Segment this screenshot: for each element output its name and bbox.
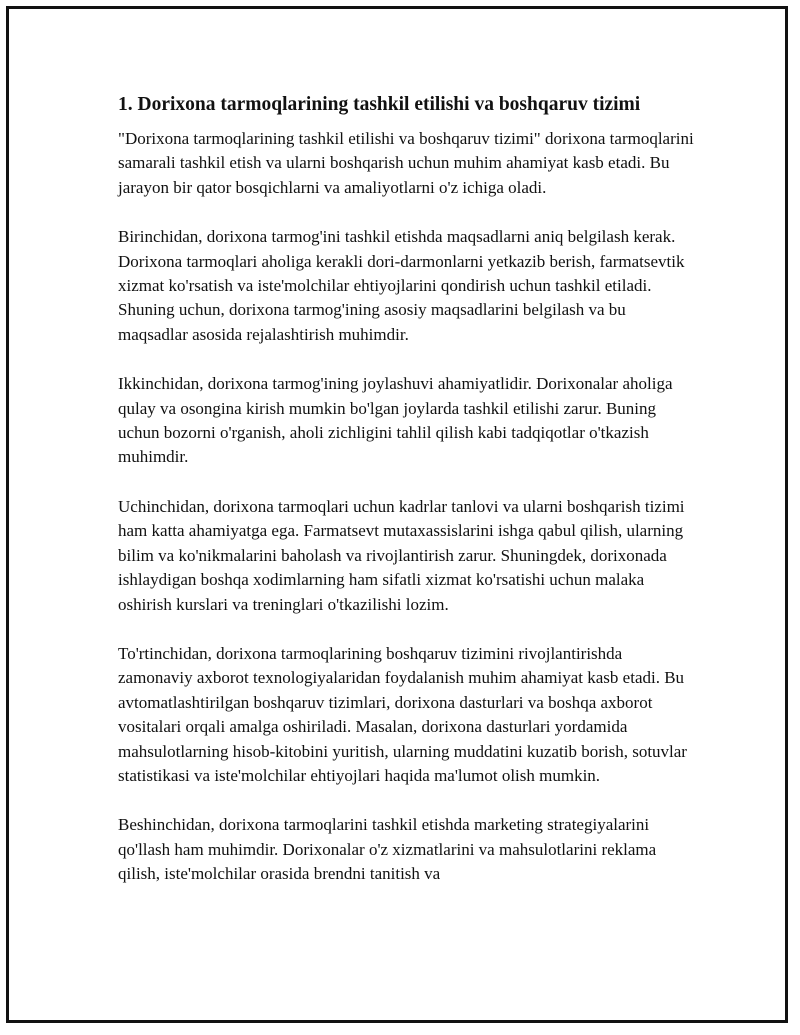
document-body: [118, 93, 698, 912]
paragraph-fourth: To'rtinchidan, dorixona tarmoqlarining boshqaruv tizimini rivojlantirishda zamonaviy axborot texnologiyalaridan foydalanish muhim ahamiyat kasb etadi. Bu avtomatlashtirilgan boshqaruv tizimlari, dorixona dasturlari va boshqa axborot vositalari orqali amalga oshiriladi. Masalan, dorixona dasturlari yordamida mahsulotlarning hisob-kitobini yuritish, ularning muddatini kuzatib borish, sotuvlar statistikasi va iste'molchilar ehtiyojlari haqida ma'lumot olish mumkin.: [118, 643, 687, 785]
section-heading: 1. Dorixona tarmoqlarining tashkil etilishi va boshqaruv tizimi: [118, 94, 641, 115]
paragraph-first: Birinchidan, dorixona tarmog'ini tashkil etishda maqsadlarni aniq belgilash kerak. Dorixona tarmoqlari aholiga kerakli dori-darmonlarni yetkazib berish, farmatsevtik xizmat ko'rsatish va iste'molchilar ehtiyojlarini qondirish uchun tashkil etiladi. Shuning uchun, dorixona tarmog'ining asosiy maqsadlarini belgilash va bu maqsadlar asosida rejalashtirish muhimdir.: [118, 227, 685, 344]
paragraph-intro: "Dorixona tarmoqlarining tashkil etilishi va boshqaruv tizimi" dorixona tarmoqlarini samarali tashkil etish va ularni boshqarish uchun muhim ahamiyat kasb etadi. Bu jarayon bir qator bosqichlarni va amaliyotlarni o'z ichiga oladi.: [118, 129, 694, 197]
paragraph-second: Ikkinchidan, dorixona tarmog'ining joylashuvi ahamiyatlidir. Dorixonalar aholiga qulay va osongina kirish mumkin bo'lgan joylarda tashkil etilishi zarur. Buning uchun bozorni o'rganish, aholi zichligini tahlil qilish kabi tadqiqotlar o'tkazish muhimdir.: [118, 374, 673, 467]
paragraph-fifth: Beshinchidan, dorixona tarmoqlarini tashkil etishda marketing strategiyalarini qo'llash ham muhimdir. Dorixonalar o'z xizmatlarini va mahsulotlarini reklama qilish, iste'molchilar orasida brendni tanitish va: [118, 815, 657, 884]
paragraph-third: Uchinchidan, dorixona tarmoqlari uchun kadrlar tanlovi va ularni boshqarish tizimi ham katta ahamiyatga ega. Farmatsevt mutaxassislarini ishga qabul qilish, ularning bilim va ko'nikmalarini baholash va rivojlantirish zarur. Shuningdek, dorixonada ishlaydigan boshqa xodimlarning ham sifatli xizmat ko'rsatishi uchun malaka oshirish kurslari va treninglari o'tkazilishi lozim.: [118, 496, 685, 614]
